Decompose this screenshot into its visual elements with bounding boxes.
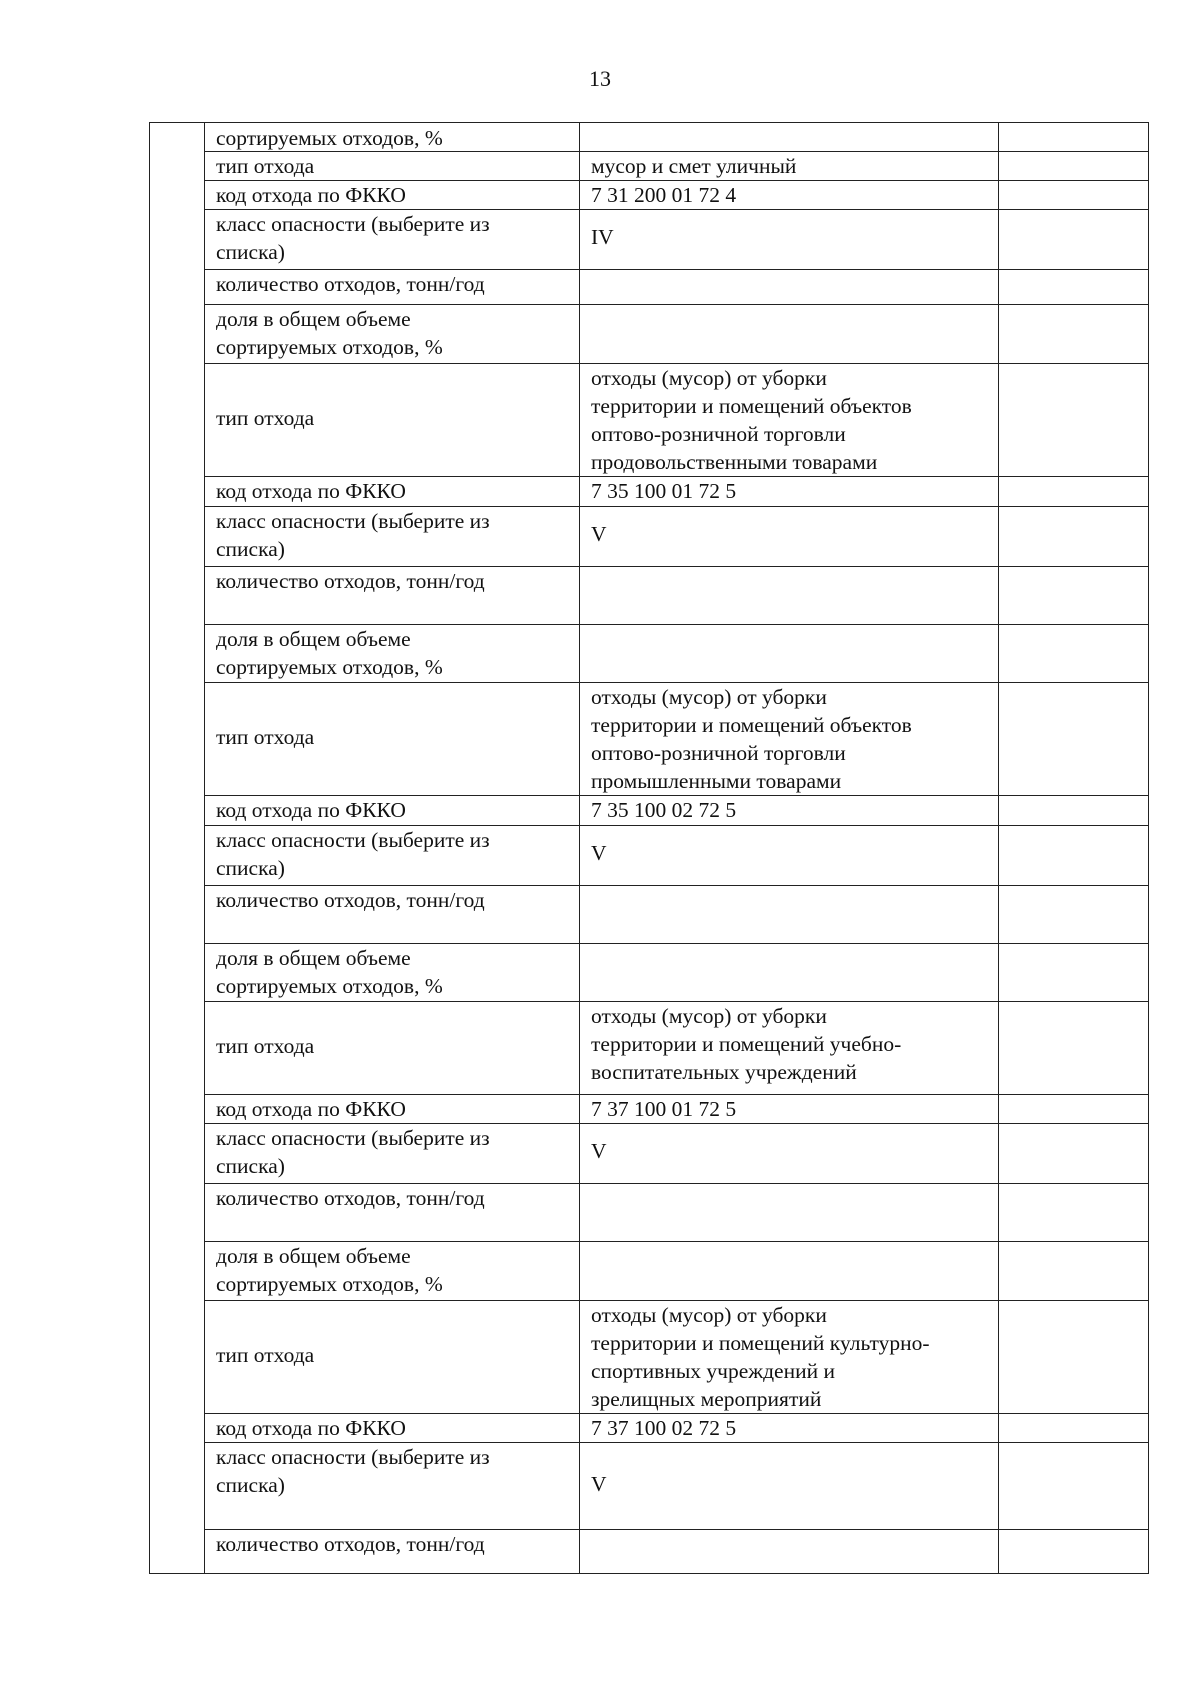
- row-label: списка): [216, 856, 285, 880]
- row-label: класс опасности (выберите из: [216, 1445, 490, 1469]
- row-label: тип отхода: [216, 1034, 315, 1058]
- row-value: отходы (мусор) от уборки: [591, 685, 827, 709]
- row-value: 7 35 100 02 72 5: [591, 798, 737, 822]
- row-value: IV: [591, 225, 614, 249]
- row-label: списка): [216, 537, 285, 561]
- row-label: сортируемых отходов, %: [216, 655, 443, 679]
- row-value: территории и помещений объектов: [591, 713, 912, 737]
- row-label: тип отхода: [216, 1343, 315, 1367]
- row-label: сортируемых отходов, %: [216, 974, 443, 998]
- row-label: сортируемых отходов, %: [216, 335, 443, 359]
- row-value: 7 37 100 02 72 5: [591, 1416, 737, 1440]
- row-label: сортируемых отходов, %: [216, 1272, 443, 1296]
- column-divider: [579, 123, 580, 1573]
- row-label: код отхода по ФККО: [216, 798, 406, 822]
- row-label: класс опасности (выберите из: [216, 212, 490, 236]
- row-value: оптово-розничной торговли: [591, 741, 846, 765]
- column-divider: [204, 123, 205, 1573]
- column-divider: [998, 123, 999, 1573]
- row-label: количество отходов, тонн/год: [216, 1532, 485, 1556]
- row-label: количество отходов, тонн/год: [216, 569, 485, 593]
- row-label: код отхода по ФККО: [216, 183, 406, 207]
- row-label: доля в общем объеме: [216, 946, 411, 970]
- row-label: доля в общем объеме: [216, 627, 411, 651]
- row-value: территории и помещений культурно-: [591, 1331, 930, 1355]
- row-label: доля в общем объеме: [216, 307, 411, 331]
- row-value: воспитательных учреждений: [591, 1060, 857, 1084]
- row-label: класс опасности (выберите из: [216, 509, 490, 533]
- row-value: отходы (мусор) от уборки: [591, 1004, 827, 1028]
- row-value: V: [591, 1139, 607, 1163]
- row-value: V: [591, 522, 607, 546]
- row-label: списка): [216, 1154, 285, 1178]
- row-value: 7 31 200 01 72 4: [591, 183, 737, 207]
- row-value: 7 37 100 01 72 5: [591, 1097, 737, 1121]
- row-label: доля в общем объеме: [216, 1244, 411, 1268]
- row-value: продовольственными товарами: [591, 450, 878, 474]
- row-value: отходы (мусор) от уборки: [591, 366, 827, 390]
- row-label: сортируемых отходов, %: [216, 126, 443, 150]
- waste-table: [149, 122, 1149, 1574]
- row-label: код отхода по ФККО: [216, 1097, 406, 1121]
- row-label: количество отходов, тонн/год: [216, 888, 485, 912]
- row-value: 7 35 100 01 72 5: [591, 479, 737, 503]
- row-label: тип отхода: [216, 154, 315, 178]
- page-number: 13: [589, 66, 611, 91]
- row-label: код отхода по ФККО: [216, 479, 406, 503]
- row-label: количество отходов, тонн/год: [216, 1186, 485, 1210]
- row-label: количество отходов, тонн/год: [216, 272, 485, 296]
- row-value: спортивных учреждений и: [591, 1359, 835, 1383]
- row-value: зрелищных мероприятий: [591, 1387, 822, 1411]
- row-label: код отхода по ФККО: [216, 1416, 406, 1440]
- row-label: списка): [216, 240, 285, 264]
- row-value: территории и помещений учебно-: [591, 1032, 902, 1056]
- row-value: отходы (мусор) от уборки: [591, 1303, 827, 1327]
- row-label: списка): [216, 1473, 285, 1497]
- row-label: класс опасности (выберите из: [216, 1126, 490, 1150]
- row-value: V: [591, 841, 607, 865]
- row-value: территории и помещений объектов: [591, 394, 912, 418]
- row-label: тип отхода: [216, 406, 315, 430]
- row-value: промышленными товарами: [591, 769, 842, 793]
- row-label: тип отхода: [216, 725, 315, 749]
- row-value: V: [591, 1472, 607, 1496]
- row-value: мусор и смет уличный: [591, 154, 797, 178]
- row-value: оптово-розничной торговли: [591, 422, 846, 446]
- row-label: класс опасности (выберите из: [216, 828, 490, 852]
